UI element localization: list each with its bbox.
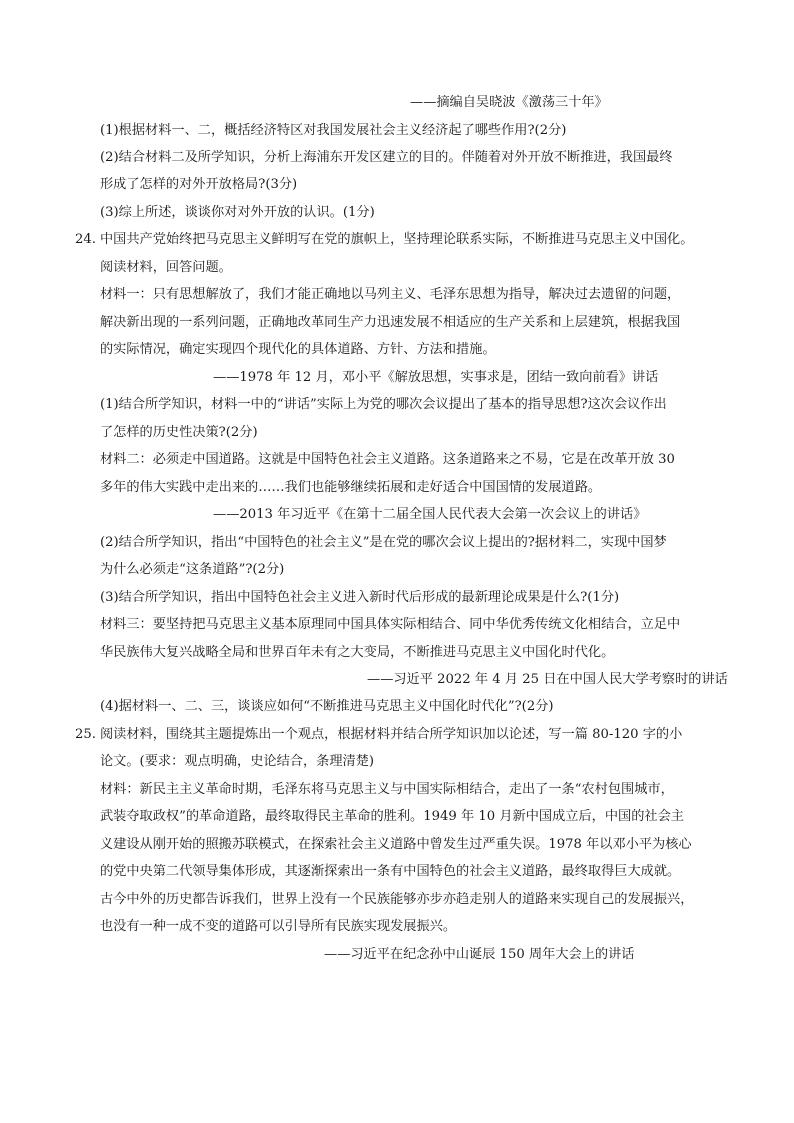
q24-material3-source: ——习近平 2022 年 4 月 25 日在中国人民大学考察时的讲话 — [367, 672, 728, 687]
q24-sub3: (3)结合所学知识，指出中国特色社会主义进入新时代后形成的最新理论成果是什么?(1分) — [100, 590, 620, 605]
q24-material2-line2: 多年的伟大实践中走出来的……我们也能够继续拓展和走好适合中国国情的发展道路。 — [100, 480, 602, 495]
q24-material1-source: ——1978 年 12 月，邓小平《解放思想，实事求是，团结一致向前看》讲话 — [213, 370, 659, 385]
q23-sub2-line1: (2)结合材料二及所学知识，分析上海浦东开发区建立的目的。伴随着对外开放不断推进，我国最终 — [100, 150, 673, 165]
q25-intro-line2: 论文。(要求：观点明确，史论结合，条理清楚) — [100, 754, 375, 769]
q24-material1-line2: 解决新出现的一系列问题，正确地改革同生产力迅速发展不相适应的生产关系和上层建筑，根据我国 — [100, 315, 681, 330]
q25-intro-line1: 阅读材料，围绕其主题提炼出一个观点，根据材料并结合所学知识加以论述，写一篇 80-120 字的小 — [100, 727, 683, 742]
q24-material3-line2: 华民族伟大复兴战略全局和世界百年未有之大变局，不断推进马克思主义中国化时代化。 — [100, 645, 615, 660]
q24-material2-source: ——2013 年习近平《在第十二届全国人民代表大会第一次会议上的讲话》 — [213, 507, 647, 522]
q24-material2-line1: 材料二：必须走中国道路。这就是中国特色社会主义道路。这条道路来之不易，它是在改革开放 30 — [100, 452, 675, 467]
q24-sub1-line1: (1)结合所学知识，材料一中的“讲话”实际上为党的哪次会议提出了基本的指导思想?这次会议作出 — [100, 397, 667, 412]
q23-sub1: (1)根据材料一、二，概括经济特区对我国发展社会主义经济起了哪些作用?(2分) — [100, 123, 567, 138]
q25-material-line5: 古今中外的历史都告诉我们，世界上没有一个民族能够亦步亦趋走别人的道路来实现自己的发展振兴， — [100, 892, 694, 907]
q25-material-line6: 也没有一种一成不变的道路可以引导所有民族实现发展振兴。 — [100, 919, 457, 934]
q24-sub1-line2: 了怎样的历史性决策?(2分) — [100, 425, 258, 440]
q24-material3-line1: 材料三：要坚持把马克思主义基本原理同中国具体实际相结合、同中华优秀传统文化相结合，立足中 — [100, 617, 681, 632]
q25-material-line3: 义建设从刚开始的照搬苏联模式，在探索社会主义道路中曾发生过严重失误。1978 年以邓小平为核心 — [100, 837, 692, 852]
q24-material1-line1: 材料一：只有思想解放了，我们才能正确地以马列主义、毛泽东思想为指导，解决过去遗留的问题， — [100, 287, 681, 302]
q24-number: 24. — [75, 232, 96, 247]
q25-material-line1: 材料：新民主主义革命时期，毛泽东将马克思主义与中国实际相结合，走出了一条“农村包围城市， — [100, 782, 674, 797]
q25-material-line2: 武装夺取政权”的革命道路，最终取得民主革命的胜利。1949 年 10 月新中国成立后，中国的社会主 — [100, 809, 684, 824]
q24-sub2-line2: 为什么必须走“这条道路”?(2分) — [100, 562, 285, 577]
q25-material-source: ——习近平在纪念孙中山诞辰 150 周年大会上的讲话 — [324, 947, 635, 962]
q24-sub4: (4)据材料一、二、三，谈谈应如何“不断推进马克思主义中国化时代化”?(2分) — [100, 699, 554, 714]
q24-intro-line2: 阅读材料，回答问题。 — [100, 260, 232, 275]
q23-sub3: (3)综上所述，谈谈你对对外开放的认识。(1分) — [100, 205, 375, 220]
q24-intro-line1: 中国共产党始终把马克思主义鲜明写在党的旗帜上，坚持理论联系实际，不断推进马克思主义中国化。 — [100, 232, 694, 247]
source-citation: ——摘编自吴晓波《激荡三十年》 — [410, 95, 608, 110]
q25-number: 25. — [75, 727, 96, 742]
q24-material1-line3: 的实际情况，确定实现四个现代化的具体道路、方针、方法和措施。 — [100, 342, 496, 357]
q25-material-line4: 的党中央第二代领导集体形成，其逐渐探索出一条有中国特色的社会主义道路，最终取得巨大成就。 — [100, 864, 681, 879]
q23-sub2-line2: 形成了怎样的对外开放格局?(3分) — [100, 177, 298, 192]
q24-sub2-line1: (2)结合所学知识，指出“中国特色的社会主义”是在党的哪次会议上提出的?据材料二，实现中国梦 — [100, 535, 667, 550]
